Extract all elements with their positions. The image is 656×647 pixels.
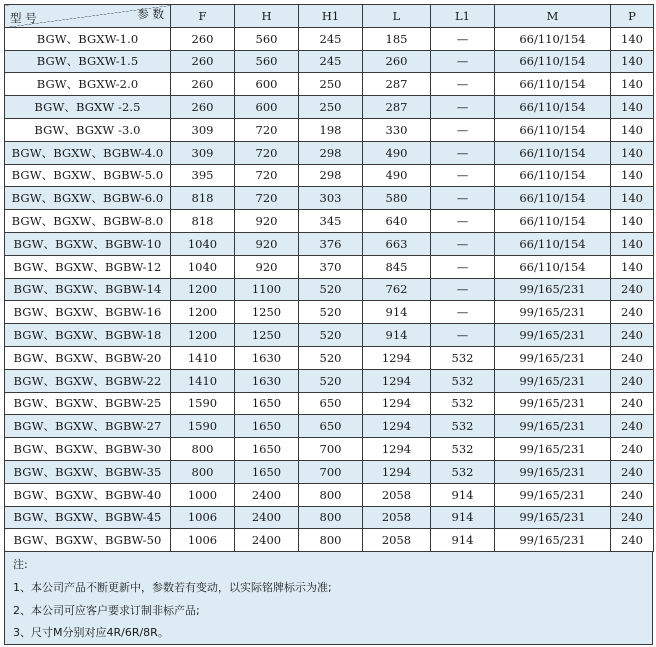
- m-cell: 66/110/154: [495, 27, 611, 50]
- m-cell: 99/165/231: [495, 415, 611, 438]
- h-cell: 1100: [235, 278, 299, 301]
- table-row: [5, 96, 654, 119]
- l1-cell: 532: [431, 369, 495, 392]
- table-row: [5, 324, 654, 347]
- l1-cell: 532: [431, 438, 495, 461]
- h-cell: 1250: [235, 324, 299, 347]
- spec-table: [4, 4, 654, 552]
- column-header-l: L: [363, 5, 431, 28]
- f-cell: 1000: [171, 483, 235, 506]
- m-cell: 66/110/154: [495, 96, 611, 119]
- m-cell: 99/165/231: [495, 506, 611, 529]
- h-cell: 1250: [235, 301, 299, 324]
- model-cell: BGW、BGXW -2.5: [5, 96, 171, 119]
- model-cell: BGW、BGXW、BGBW-30: [5, 438, 171, 461]
- notes-box: [4, 552, 653, 645]
- table-row: [5, 415, 654, 438]
- table-body: [5, 27, 654, 551]
- h-cell: 920: [235, 210, 299, 233]
- model-cell: BGW、BGXW、BGBW-50: [5, 529, 171, 552]
- f-cell: 1200: [171, 301, 235, 324]
- l1-cell: —: [431, 210, 495, 233]
- table-row: [5, 164, 654, 187]
- table-row: [5, 187, 654, 210]
- table-row: [5, 460, 654, 483]
- model-cell: BGW、BGXW、BGBW-8.0: [5, 210, 171, 233]
- h-cell: 920: [235, 255, 299, 278]
- l-cell: 2058: [363, 529, 431, 552]
- h-cell: 1630: [235, 346, 299, 369]
- f-cell: 395: [171, 164, 235, 187]
- table-header-row: [5, 5, 654, 28]
- h-cell: 1650: [235, 415, 299, 438]
- table-row: [5, 529, 654, 552]
- l1-cell: —: [431, 73, 495, 96]
- l-cell: 1294: [363, 460, 431, 483]
- h1-cell: 520: [299, 369, 363, 392]
- m-cell: 99/165/231: [495, 483, 611, 506]
- f-cell: 260: [171, 27, 235, 50]
- h1-cell: 298: [299, 164, 363, 187]
- column-header-m: M: [495, 5, 611, 28]
- f-cell: 1040: [171, 232, 235, 255]
- h1-cell: 198: [299, 118, 363, 141]
- p-cell: 240: [611, 460, 654, 483]
- h-cell: 1630: [235, 369, 299, 392]
- model-cell: BGW、BGXW、BGBW-6.0: [5, 187, 171, 210]
- h-cell: 1650: [235, 392, 299, 415]
- model-cell: BGW、BGXW、BGBW-10: [5, 232, 171, 255]
- f-cell: 818: [171, 210, 235, 233]
- f-cell: 260: [171, 73, 235, 96]
- l-cell: 845: [363, 255, 431, 278]
- table-row: [5, 278, 654, 301]
- header-corner-cell: [5, 5, 171, 28]
- h-cell: 560: [235, 27, 299, 50]
- l1-cell: 532: [431, 346, 495, 369]
- h1-cell: 520: [299, 324, 363, 347]
- table-row: [5, 210, 654, 233]
- model-cell: BGW、BGXW、BGBW-20: [5, 346, 171, 369]
- l1-cell: 914: [431, 529, 495, 552]
- model-cell: BGW、BGXW -3.0: [5, 118, 171, 141]
- model-cell: BGW、BGXW-1.0: [5, 27, 171, 50]
- l1-cell: —: [431, 50, 495, 73]
- l1-cell: —: [431, 96, 495, 119]
- column-header-h1: H1: [299, 5, 363, 28]
- l-cell: 640: [363, 210, 431, 233]
- p-cell: 240: [611, 369, 654, 392]
- l1-cell: 532: [431, 415, 495, 438]
- table-row: [5, 506, 654, 529]
- l-cell: 580: [363, 187, 431, 210]
- l-cell: 1294: [363, 415, 431, 438]
- table-row: [5, 301, 654, 324]
- f-cell: 818: [171, 187, 235, 210]
- p-cell: 240: [611, 324, 654, 347]
- f-cell: 1040: [171, 255, 235, 278]
- m-cell: 66/110/154: [495, 50, 611, 73]
- m-cell: 99/165/231: [495, 438, 611, 461]
- h-cell: 720: [235, 141, 299, 164]
- table-row: [5, 232, 654, 255]
- f-cell: 1410: [171, 369, 235, 392]
- model-cell: BGW、BGXW、BGBW-25: [5, 392, 171, 415]
- m-cell: 99/165/231: [495, 529, 611, 552]
- p-cell: 240: [611, 506, 654, 529]
- h1-cell: 650: [299, 392, 363, 415]
- p-cell: 140: [611, 73, 654, 96]
- l1-cell: —: [431, 141, 495, 164]
- h-cell: 2400: [235, 506, 299, 529]
- table-row: [5, 73, 654, 96]
- h1-cell: 800: [299, 529, 363, 552]
- h-cell: 560: [235, 50, 299, 73]
- l1-cell: 914: [431, 506, 495, 529]
- p-cell: 140: [611, 50, 654, 73]
- p-cell: 140: [611, 27, 654, 50]
- m-cell: 99/165/231: [495, 460, 611, 483]
- l1-cell: —: [431, 118, 495, 141]
- h-cell: 2400: [235, 483, 299, 506]
- model-cell: BGW、BGXW、BGBW-4.0: [5, 141, 171, 164]
- l1-cell: —: [431, 232, 495, 255]
- f-cell: 260: [171, 96, 235, 119]
- l-cell: 185: [363, 27, 431, 50]
- p-cell: 140: [611, 164, 654, 187]
- m-cell: 99/165/231: [495, 301, 611, 324]
- h1-cell: 345: [299, 210, 363, 233]
- h-cell: 600: [235, 73, 299, 96]
- column-header-h: H: [235, 5, 299, 28]
- model-header-label: 型 号: [10, 10, 37, 25]
- model-cell: BGW、BGXW-1.5: [5, 50, 171, 73]
- table-row: [5, 50, 654, 73]
- f-cell: 800: [171, 438, 235, 461]
- f-cell: 1200: [171, 324, 235, 347]
- p-cell: 240: [611, 529, 654, 552]
- l1-cell: —: [431, 301, 495, 324]
- h1-cell: 520: [299, 301, 363, 324]
- l-cell: 2058: [363, 483, 431, 506]
- l-cell: 1294: [363, 392, 431, 415]
- model-cell: BGW、BGXW、BGBW-40: [5, 483, 171, 506]
- h1-cell: 376: [299, 232, 363, 255]
- m-cell: 99/165/231: [495, 324, 611, 347]
- f-cell: 1006: [171, 529, 235, 552]
- l1-cell: 532: [431, 460, 495, 483]
- p-cell: 240: [611, 483, 654, 506]
- table-row: [5, 27, 654, 50]
- f-cell: 1590: [171, 415, 235, 438]
- l-cell: 490: [363, 141, 431, 164]
- p-cell: 140: [611, 255, 654, 278]
- p-cell: 240: [611, 346, 654, 369]
- l-cell: 663: [363, 232, 431, 255]
- model-cell: BGW、BGXW、BGBW-35: [5, 460, 171, 483]
- l-cell: 287: [363, 96, 431, 119]
- h-cell: 600: [235, 96, 299, 119]
- l1-cell: —: [431, 27, 495, 50]
- table-row: [5, 483, 654, 506]
- m-cell: 99/165/231: [495, 392, 611, 415]
- m-cell: 66/110/154: [495, 187, 611, 210]
- l1-cell: 914: [431, 483, 495, 506]
- h-cell: 720: [235, 187, 299, 210]
- l-cell: 330: [363, 118, 431, 141]
- spec-sheet: [4, 4, 653, 645]
- h1-cell: 520: [299, 278, 363, 301]
- notes-title: 注:: [13, 558, 28, 572]
- m-cell: 66/110/154: [495, 118, 611, 141]
- table-row: [5, 141, 654, 164]
- p-cell: 140: [611, 232, 654, 255]
- f-cell: 309: [171, 141, 235, 164]
- m-cell: 66/110/154: [495, 164, 611, 187]
- h1-cell: 250: [299, 96, 363, 119]
- f-cell: 309: [171, 118, 235, 141]
- h1-cell: 298: [299, 141, 363, 164]
- l1-cell: 532: [431, 392, 495, 415]
- m-cell: 66/110/154: [495, 255, 611, 278]
- l-cell: 762: [363, 278, 431, 301]
- model-cell: BGW、BGXW、BGBW-22: [5, 369, 171, 392]
- model-cell: BGW、BGXW、BGBW-27: [5, 415, 171, 438]
- h-cell: 1650: [235, 438, 299, 461]
- table-row: [5, 118, 654, 141]
- h1-cell: 800: [299, 483, 363, 506]
- f-cell: 1590: [171, 392, 235, 415]
- m-cell: 66/110/154: [495, 73, 611, 96]
- note-item: 2、本公司可应客户要求订制非标产品;: [13, 604, 200, 618]
- h1-cell: 700: [299, 438, 363, 461]
- p-cell: 240: [611, 301, 654, 324]
- h1-cell: 650: [299, 415, 363, 438]
- model-cell: BGW、BGXW、BGBW-12: [5, 255, 171, 278]
- l-cell: 2058: [363, 506, 431, 529]
- l-cell: 1294: [363, 438, 431, 461]
- m-cell: 99/165/231: [495, 369, 611, 392]
- h1-cell: 303: [299, 187, 363, 210]
- h-cell: 720: [235, 164, 299, 187]
- l-cell: 1294: [363, 346, 431, 369]
- column-header-f: F: [171, 5, 235, 28]
- model-cell: BGW、BGXW、BGBW-5.0: [5, 164, 171, 187]
- p-cell: 240: [611, 415, 654, 438]
- h1-cell: 245: [299, 27, 363, 50]
- table-row: [5, 392, 654, 415]
- h1-cell: 800: [299, 506, 363, 529]
- h-cell: 2400: [235, 529, 299, 552]
- p-cell: 140: [611, 187, 654, 210]
- h-cell: 720: [235, 118, 299, 141]
- column-header-l1: L1: [431, 5, 495, 28]
- table-row: [5, 369, 654, 392]
- model-cell: BGW、BGXW、BGBW-18: [5, 324, 171, 347]
- l-cell: 287: [363, 73, 431, 96]
- f-cell: 260: [171, 50, 235, 73]
- p-cell: 240: [611, 278, 654, 301]
- m-cell: 66/110/154: [495, 141, 611, 164]
- param-header-label: 参 数: [137, 7, 164, 21]
- h1-cell: 520: [299, 346, 363, 369]
- model-cell: BGW、BGXW、BGBW-45: [5, 506, 171, 529]
- p-cell: 140: [611, 141, 654, 164]
- l1-cell: —: [431, 324, 495, 347]
- f-cell: 800: [171, 460, 235, 483]
- l1-cell: —: [431, 278, 495, 301]
- l1-cell: —: [431, 255, 495, 278]
- l-cell: 260: [363, 50, 431, 73]
- p-cell: 240: [611, 438, 654, 461]
- table-row: [5, 438, 654, 461]
- m-cell: 99/165/231: [495, 278, 611, 301]
- h-cell: 1650: [235, 460, 299, 483]
- m-cell: 99/165/231: [495, 346, 611, 369]
- note-item: 1、本公司产品不断更新中，参数若有变动，以实际铭牌标示为准;: [13, 581, 332, 595]
- h1-cell: 370: [299, 255, 363, 278]
- l-cell: 914: [363, 301, 431, 324]
- h1-cell: 700: [299, 460, 363, 483]
- h-cell: 920: [235, 232, 299, 255]
- l1-cell: —: [431, 164, 495, 187]
- f-cell: 1006: [171, 506, 235, 529]
- h1-cell: 250: [299, 73, 363, 96]
- m-cell: 66/110/154: [495, 210, 611, 233]
- model-cell: BGW、BGXW-2.0: [5, 73, 171, 96]
- m-cell: 66/110/154: [495, 232, 611, 255]
- model-cell: BGW、BGXW、BGBW-14: [5, 278, 171, 301]
- note-item: 3、尺寸M分别对应4R/6R/8R。: [13, 626, 169, 640]
- table-row: [5, 255, 654, 278]
- p-cell: 140: [611, 210, 654, 233]
- l1-cell: —: [431, 187, 495, 210]
- table-row: [5, 346, 654, 369]
- column-header-p: P: [611, 5, 654, 28]
- h1-cell: 245: [299, 50, 363, 73]
- l-cell: 1294: [363, 369, 431, 392]
- p-cell: 140: [611, 118, 654, 141]
- f-cell: 1410: [171, 346, 235, 369]
- l-cell: 490: [363, 164, 431, 187]
- model-cell: BGW、BGXW、BGBW-16: [5, 301, 171, 324]
- f-cell: 1200: [171, 278, 235, 301]
- l-cell: 914: [363, 324, 431, 347]
- p-cell: 140: [611, 96, 654, 119]
- p-cell: 240: [611, 392, 654, 415]
